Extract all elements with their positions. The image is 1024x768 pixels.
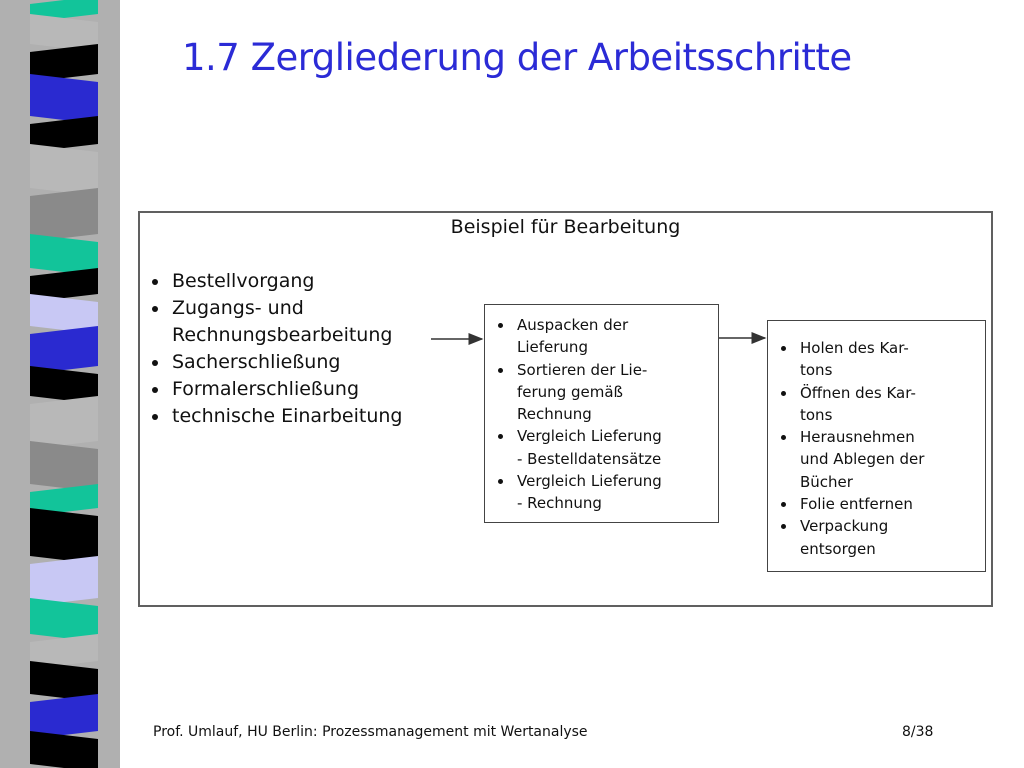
main-process-list (148, 268, 402, 430)
stripe-segment (30, 144, 98, 196)
list-item: Folie entfernen (776, 493, 924, 515)
list-item: Auspacken der Lieferung (493, 314, 662, 359)
stripe-segment (30, 188, 98, 242)
list-item: Vergleich Lieferung - Bestelldatensätze (493, 425, 662, 470)
footer-author: Prof. Umlauf, HU Berlin: Prozessmanagement mit Wertanalyse (153, 724, 588, 740)
stripe-segment (30, 326, 98, 374)
stripe-segment (30, 556, 98, 606)
list-item: Vergleich Lieferung - Rechnung (493, 470, 662, 515)
decorative-stripe (0, 0, 120, 768)
example-figure (138, 211, 993, 607)
list-item: Sacherschließung (148, 349, 402, 376)
carton-steps-box (767, 320, 986, 572)
list-item: Bestellvorgang (148, 268, 402, 295)
list-item: Zugangs- und Rechnungsbearbeitung (148, 295, 402, 349)
stripe-segment (30, 74, 98, 124)
stripe-segment (30, 508, 98, 564)
figure-title: Beispiel für Bearbeitung (450, 216, 681, 238)
stripe-segment (30, 441, 98, 492)
list-item: Sortieren der Lie- ferung gemäß Rechnung (493, 359, 662, 426)
list-item: Holen des Kar- tons (776, 337, 924, 382)
list-item: Formalerschließung (148, 376, 402, 403)
list-item: Verpackung entsorgen (776, 515, 924, 560)
stripe-segment (30, 396, 98, 449)
list-item: Herausnehmen und Ablegen der Bücher (776, 426, 924, 493)
page-number: 8/38 (902, 724, 934, 740)
list-item: technische Einarbeitung (148, 403, 402, 430)
slide-title: 1.7 Zergliederung der Arbeitsschritte (182, 36, 852, 79)
list-item: Öffnen des Kar- tons (776, 382, 924, 427)
unpacking-steps-box (484, 304, 719, 523)
